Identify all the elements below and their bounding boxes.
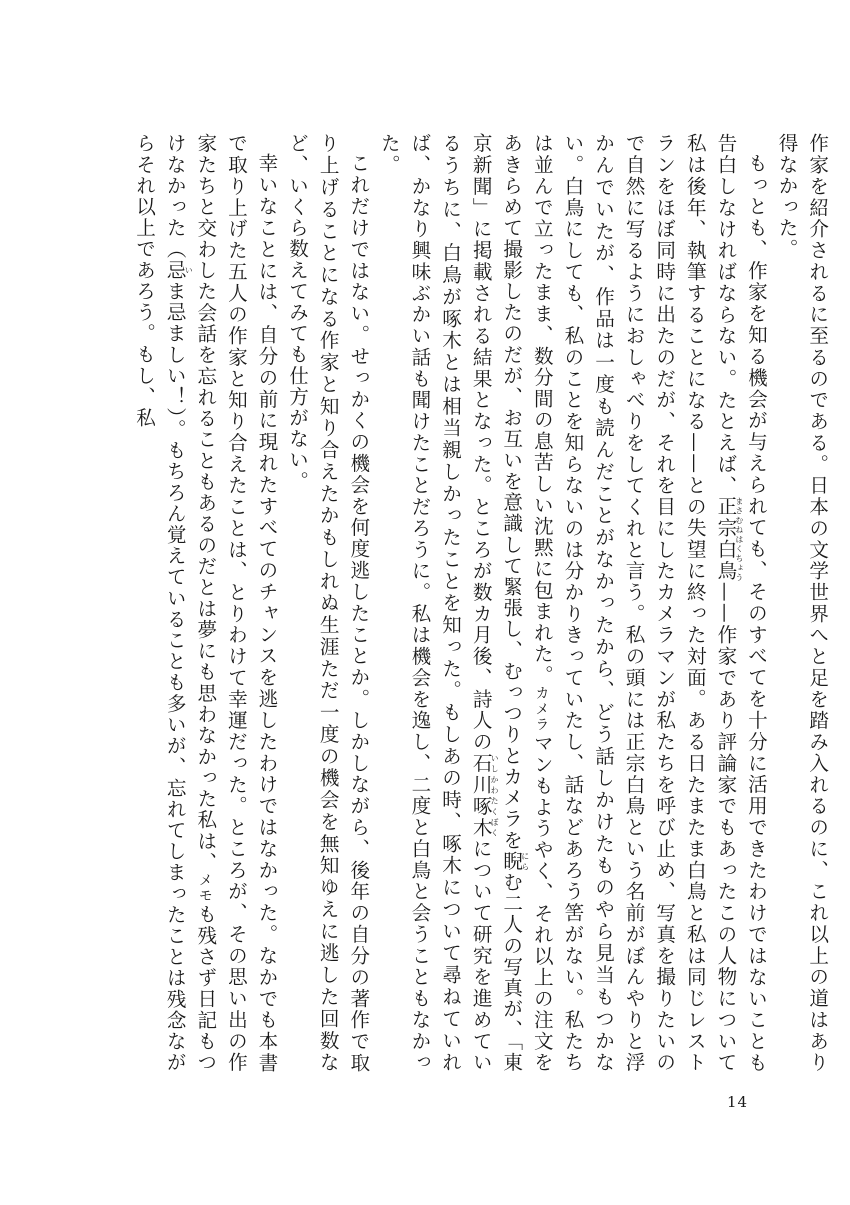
paragraph-2-text-b: ——作家であり評論家でもあったこの人物について私は後年、執筆することになる——との失望に終った対面。ある日たまたま白鳥と私は同じレストランをほぼ同時に出たのだが、それを目にしたカメラマンが私たちを呼び止め、写真を撮りたいので自然に写るようにおしゃべりをしてくれと言う。私の頭には正宗白鳥という名前がぼんやりと浮かんでいたが、作品は一度も読んだことがなかったから、どう話しかけたものやら見当もつかない。白鳥にしても、私のことを知らないのは分かりきっていたし、話などあろう筈がない。私たちは並んで立ったまま、数分間の息苦しい沈黙に包まれた。 bbox=[530, 133, 737, 1074]
ruby-imamashii bbox=[163, 259, 194, 281]
kanji-niramu: 睨 bbox=[499, 850, 523, 872]
paragraph-1: 作家を紹介されるに至るのである。日本の文学世界へと足を踏み入れるのに、これ以上の道はあり得なかった。 bbox=[775, 133, 829, 1073]
paragraph-2-text-e: について研究を進めているうちに、白鳥が啄木とは相当親しかったことを知った。もしあの時、啄木について尋ねていれば、かなり興味ぶかい話も聞けたことだろうに。私は機会を逸し、二度と白鳥と会うこともなかった。 bbox=[377, 133, 493, 1073]
paragraph-2 bbox=[373, 133, 771, 1073]
ruby-text-imamashii: い bbox=[184, 259, 194, 281]
text-columns bbox=[128, 133, 832, 1073]
paragraph-4-text-a: 幸いなことには、自分の前に現れたすべてのチャンスを逃したわけではなかった。なかでも本書で取り上げた五人の作家と知り合えたことは、とりわけて幸運だった。ところが、その思い出の作家たちと交わした会話を忘れることもあるのだとは夢にも思わなかった私は、 bbox=[193, 133, 278, 1073]
ruby-masamune-hakucho bbox=[713, 496, 744, 582]
ruby-niramu bbox=[499, 850, 530, 872]
paragraph-4 bbox=[128, 133, 281, 1073]
ruby-text-masamune-hakucho: まさむねはくちょう bbox=[734, 496, 744, 582]
paragraph-4-text-b: も残さず日記もつけなかった（ bbox=[163, 133, 217, 1073]
paragraph-2-text-a: もっとも、作家を知る機会が与えられても、そのすべてを十分に活用できたわけではないことも告白しなければならない。たとえば、 bbox=[713, 133, 768, 1073]
kanji-imamashii: 忌 bbox=[163, 259, 187, 281]
word-camera: カメラ bbox=[533, 685, 550, 733]
name-ishikawa-takuboku: 石川啄木 bbox=[469, 752, 493, 839]
paragraph-4-text-c: ま忌ましい！）。もちろん覚えていることも多いが、忘れてしまったことは残念ながらそれ以上であろう。もし、私 bbox=[132, 133, 187, 1073]
paragraph-2-text-c: マンもようやく、それ以上の注文をあきらめて撮影したのだが、お互いを意識して緊張し、むっつりとカメラを bbox=[499, 133, 554, 1073]
word-memo: メモ bbox=[196, 872, 213, 904]
paragraph-2-text-d: む二人の写真が、「東京新聞」に掲載される結果となった。ところが数カ月後、詩人の bbox=[469, 133, 523, 1073]
ruby-ishikawa-takuboku bbox=[469, 752, 500, 839]
paragraph-3: これだけではない。せっかくの機会を何度逃したことか。しかしながら、後年の自分の著作で取り上げることになる作家と知り合えたかもしれぬ生涯ただ一度の機会を無知ゆえに逃した回数など、いくら数えてみても仕方がない。 bbox=[285, 133, 370, 1073]
ruby-text-niramu: にら bbox=[520, 850, 530, 872]
ruby-text-ishikawa-takuboku: いしかわたくぼく bbox=[490, 752, 500, 838]
page-number: 14 bbox=[727, 1093, 749, 1111]
name-masamune-hakucho: 正宗白鳥 bbox=[713, 496, 737, 582]
vertical-text-body bbox=[128, 133, 829, 1074]
